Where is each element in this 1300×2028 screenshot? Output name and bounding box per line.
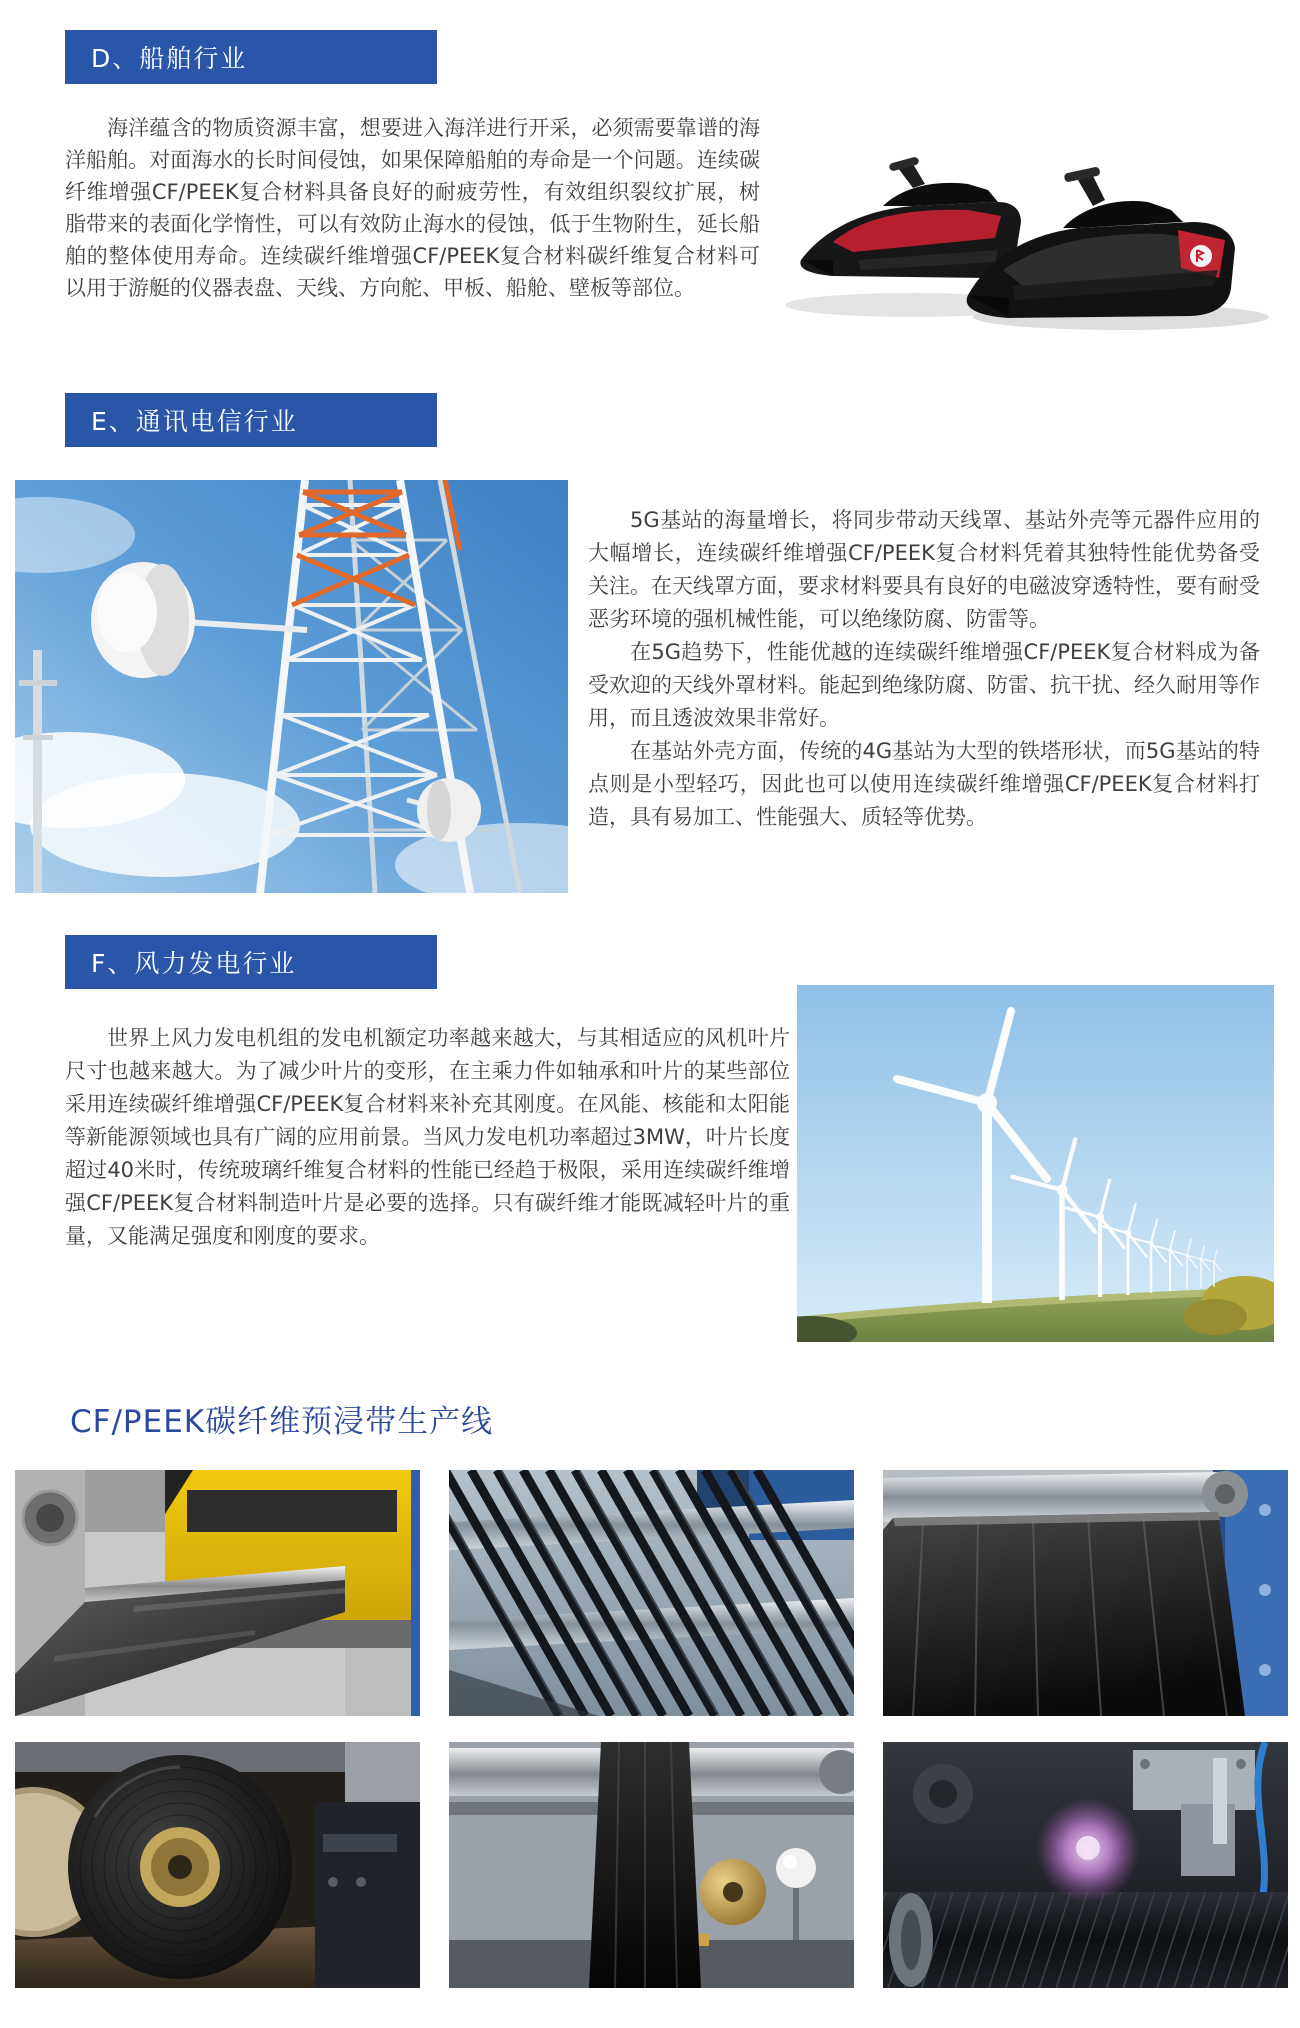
wind-turbines-photo (797, 985, 1274, 1342)
production-photo-cell (883, 1470, 1288, 1716)
wind-paragraph: 世界上风力发电机组的发电机额定功率越来越大，与其相适应的风机叶片尺寸也越来越大。为了减少叶片的变形，在主乘力件如轴承和叶片的某些部位采用连续碳纤维增强CF/PEEK复合材料来补充其刚度。在风能、核能和太阳能等新能源领域也具有广阔的应用前景。当风力发电机功率超过3MW，叶片长度超过40米时，传统玻璃纤维复合材料的性能已经趋于极限，采用连续碳纤维增强CF/PEEK复合材料制造叶片是必要的选择。只有碳纤维才能既减轻叶片的重量，又能满足强度和刚度的要求。 (65, 1026, 790, 1248)
wind-turbines-photo-graphic (797, 985, 1274, 1342)
production-line-title: CF/PEEK碳纤维预浸带生产线 (70, 1404, 494, 1440)
telecom-paragraph-block (588, 504, 1260, 834)
jetski-photo (763, 110, 1270, 342)
production-photo-cell (449, 1470, 854, 1716)
tow-spreading-photo (449, 1470, 854, 1716)
telecom-tower-photo-graphic (15, 480, 568, 893)
section-heading-ship-label: D、船舶行业 (91, 44, 248, 73)
telecom-tower-photo (15, 480, 568, 893)
production-photo-grid (15, 1470, 1288, 1988)
telecom-paragraph-3: 在基站外壳方面，传统的4G基站为大型的铁塔形状，而5G基站的特点则是小型轻巧，因此也可以使用连续碳纤维增强CF/PEEK复合材料打造，具有易加工、性能强大、质轻等优势。 (588, 739, 1260, 829)
section-heading-wind (65, 935, 437, 989)
sheet-calender-photo (883, 1470, 1288, 1716)
ship-paragraph-block (65, 112, 760, 304)
winding-station-photo (883, 1742, 1288, 1988)
telecom-paragraph-1: 5G基站的海量增长，将同步带动天线罩、基站外壳等元器件应用的大幅增长，连续碳纤维增强CF/PEEK复合材料凭着其独特性能优势备受关注。在天线罩方面，要求材料要具有良好的电磁波穿透特性，要有耐受恶劣环境的强机械性能，可以绝缘防腐、防雷等。 (588, 508, 1260, 631)
production-photo-cell (449, 1742, 854, 1988)
production-photo-cell (883, 1742, 1288, 1988)
section-heading-telecom (65, 393, 437, 447)
impregnation-station-photo (449, 1742, 854, 1988)
production-photo-cell (15, 1742, 420, 1988)
section-heading-wind-label: F、风力发电行业 (91, 949, 297, 978)
telecom-paragraph-2: 在5G趋势下，性能优越的连续碳纤维增强CF/PEEK复合材料成为备受欢迎的天线外罩材料。能起到绝缘防腐、防雷、抗干扰、经久耐用等作用，而且透波效果非常好。 (588, 640, 1260, 730)
section-heading-telecom-label: E、通讯电信行业 (91, 407, 298, 436)
production-photo-cell (15, 1470, 420, 1716)
wind-paragraph-block (65, 1022, 790, 1253)
prepreg-tape-line-photo (15, 1470, 420, 1716)
jetski-photo-graphic (763, 110, 1270, 342)
ship-paragraph: 海洋蕴含的物质资源丰富，想要进入海洋进行开采，必须需要靠谱的海洋船舶。对面海水的长时间侵蚀，如果保障船舶的寿命是一个问题。连续碳纤维增强CF/PEEK复合材料具备良好的耐疲劳性，有效组织裂纹扩展，树脂带来的表面化学惰性，可以有效防止海水的侵蚀，低于生物附生，延长船舶的整体使用寿命。连续碳纤维增强CF/PEEK复合材料碳纤维复合材料可以用于游艇的仪器表盘、天线、方向舵、甲板、船舱、壁板等部位。 (65, 116, 760, 300)
section-heading-ship (65, 30, 437, 84)
prepreg-roll-photo (15, 1742, 420, 1988)
